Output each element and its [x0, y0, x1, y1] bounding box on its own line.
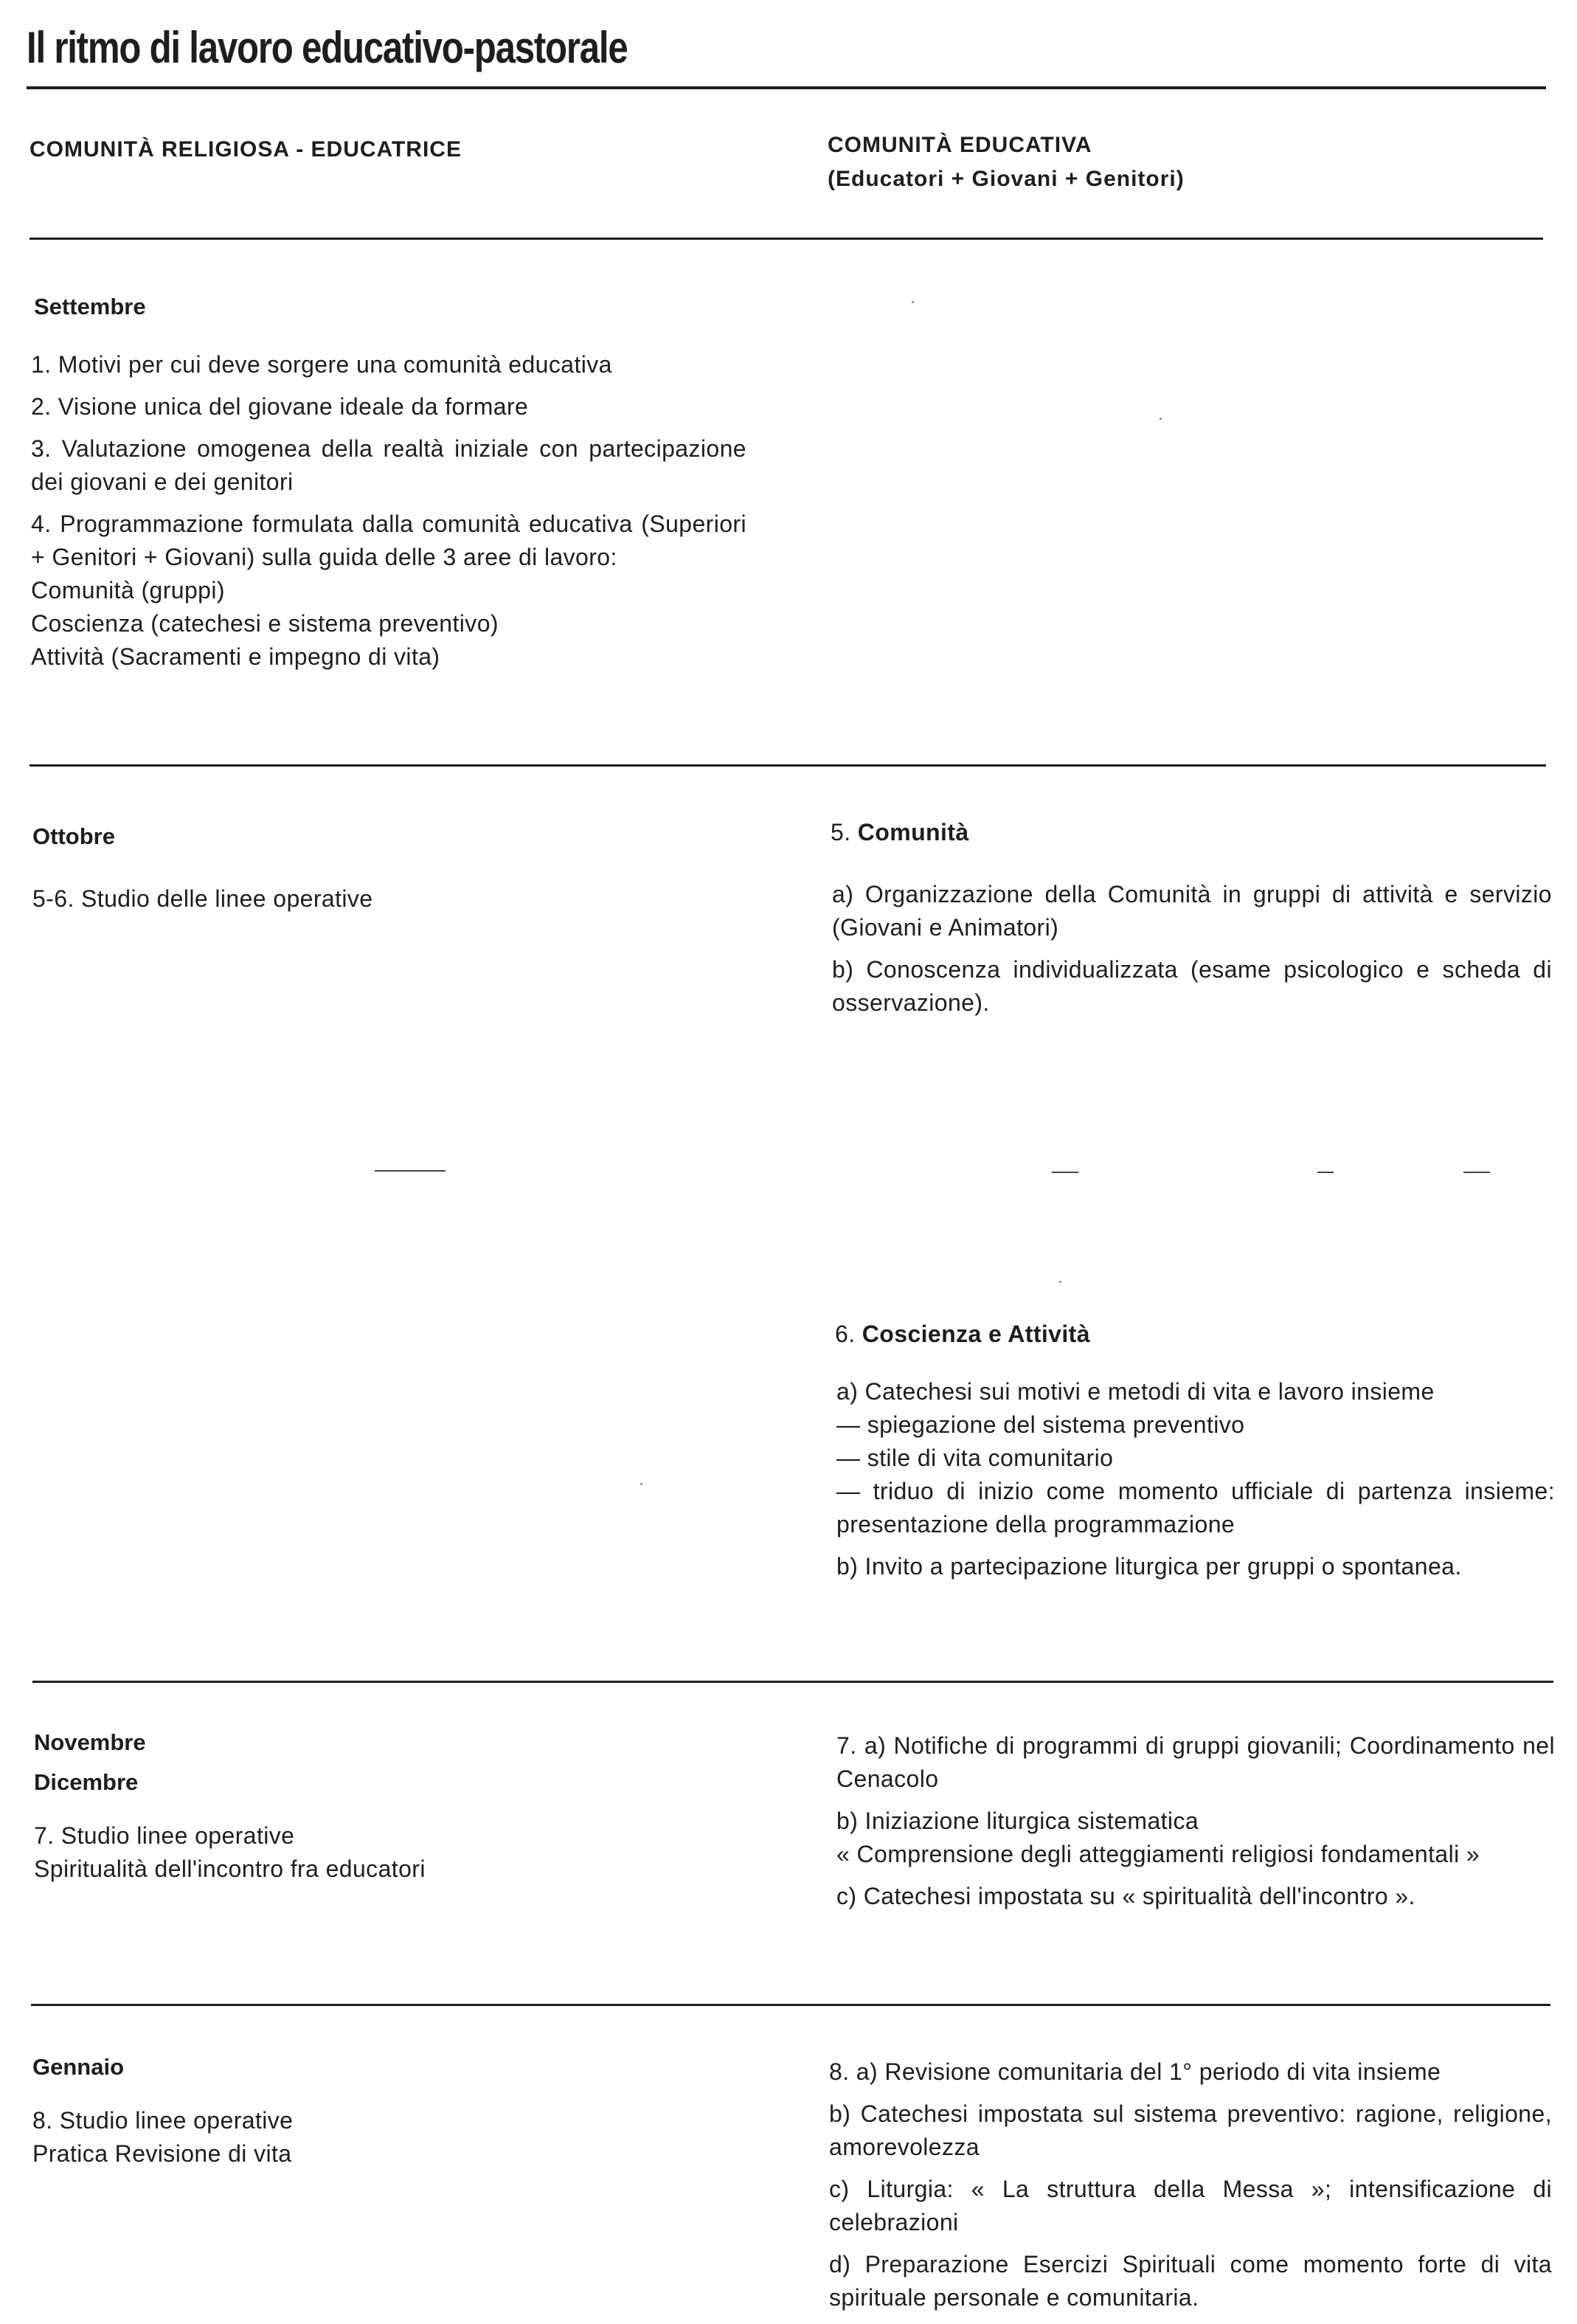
- page-title: Il ritmo di lavoro educativo-pastorale: [27, 23, 628, 72]
- month-dicembre: Dicembre: [34, 1769, 139, 1795]
- novembre-left-line-2: Spiritualità dell'incontro fra educatori: [34, 1856, 426, 1882]
- left-column-heading: COMUNITÀ RELIGIOSA - EDUCATRICE: [30, 137, 462, 162]
- section-6-number: 6.: [835, 1321, 856, 1347]
- ottobre-section-5-heading: [831, 816, 969, 849]
- gennaio-left-line-2: Pratica Revisione di vita: [32, 2140, 292, 2167]
- scan-speck: [912, 301, 914, 303]
- section-rule-1: [30, 238, 1543, 240]
- scan-mark: [1463, 1172, 1490, 1173]
- novembre-left-line-1: 7. Studio linee operative: [34, 1822, 295, 1849]
- settembre-item-3: 3. Valutazione omogenea della realtà iniziale con partecipazione dei giovani e dei genitori: [31, 435, 746, 495]
- section-6-item-b: b) Invito a partecipazione liturgica per gruppi o spontanea.: [836, 1553, 1462, 1580]
- section-6-item-a-2: — stile di vita comunitario: [836, 1445, 1114, 1471]
- section-5-item-a: a) Organizzazione della Comunità in gruppi di attività e servizio (Giovani e Animatori): [832, 881, 1552, 941]
- gennaio-left-text: [32, 2104, 696, 2171]
- novembre-item-a: 7. a) Notifiche di programmi di gruppi giovanili; Coordinamento nel Cenacolo: [836, 1732, 1555, 1792]
- gennaio-item-c: c) Liturgia: « La struttura della Messa »; intensificazione di celebrazioni: [829, 2176, 1552, 2235]
- right-column-subheading: (Educatori + Giovani + Genitori): [828, 167, 1185, 191]
- settembre-list: [31, 348, 746, 674]
- month-settembre: Settembre: [34, 294, 146, 319]
- gennaio-right-text: [829, 2055, 1552, 2314]
- section-5-title: Comunità: [857, 819, 969, 845]
- ottobre-left-text: 5-6. Studio delle linee operative: [32, 885, 373, 912]
- scan-mark: [375, 1170, 446, 1172]
- gennaio-item-a: 8. a) Revisione comunitaria del 1° periodo di vita insieme: [829, 2058, 1441, 2085]
- scan-speck: [1160, 418, 1162, 420]
- scan-mark: [1317, 1172, 1334, 1173]
- ottobre-section-6-heading: [835, 1318, 1090, 1351]
- section-5-item-b: b) Conoscenza individualizzata (esame psicologico e scheda di osservazione).: [832, 956, 1552, 1016]
- settembre-area-2: Coscienza (catechesi e sistema preventivo): [31, 610, 499, 637]
- novembre-right-text: [836, 1729, 1555, 1913]
- gennaio-left-line-1: 8. Studio linee operative: [32, 2107, 294, 2134]
- gennaio-item-b: b) Catechesi impostata sul sistema preventivo: ragione, religione, amorevolezza: [829, 2100, 1552, 2160]
- ottobre-section-6-body: [836, 1375, 1555, 1583]
- settembre-item-4: 4. Programmazione formulata dalla comunità educativa (Superiori + Genitori + Giovani) sulla guida delle 3 aree di lavoro:: [31, 511, 746, 570]
- section-rule-3: [32, 1681, 1553, 1683]
- title-rule: [27, 86, 1546, 89]
- gennaio-item-d: d) Preparazione Esercizi Spirituali come momento forte di vita spirituale personale e comunitaria.: [829, 2251, 1552, 2311]
- settembre-item-1: 1. Motivi per cui deve sorgere una comunità educativa: [31, 351, 612, 378]
- ottobre-section-5-body: [832, 878, 1552, 1020]
- settembre-area-3: Attività (Sacramenti e impegno di vita): [31, 643, 440, 670]
- section-rule-4: [31, 2004, 1550, 2006]
- section-6-title: Coscienza e Attività: [862, 1321, 1090, 1347]
- month-novembre: Novembre: [34, 1729, 146, 1755]
- novembre-item-b-2: « Comprensione degli atteggiamenti religiosi fondamentali »: [836, 1841, 1480, 1867]
- settembre-item-2: 2. Visione unica del giovane ideale da formare: [31, 393, 529, 420]
- scan-speck: [1059, 1281, 1061, 1283]
- settembre-area-1: Comunità (gruppi): [31, 577, 225, 604]
- right-column-heading: COMUNITÀ EDUCATIVA: [828, 133, 1092, 157]
- novembre-left-text: [34, 1819, 698, 1886]
- section-rule-2: [30, 764, 1546, 767]
- month-gennaio: Gennaio: [32, 2054, 125, 2080]
- scan-speck: [640, 1483, 642, 1485]
- section-6-item-a: a) Catechesi sui motivi e metodi di vita e lavoro insieme: [836, 1378, 1435, 1405]
- novembre-item-c: c) Catechesi impostata su « spiritualità dell'incontro ».: [836, 1883, 1415, 1909]
- section-6-item-a-3: — triduo di inizio come momento ufficiale di partenza insieme: presentazione della programmazione: [836, 1478, 1555, 1538]
- novembre-item-b: b) Iniziazione liturgica sistematica: [836, 1808, 1199, 1834]
- month-ottobre: Ottobre: [32, 823, 115, 849]
- scan-mark: [1052, 1172, 1078, 1173]
- section-5-number: 5.: [831, 819, 851, 845]
- section-6-item-a-1: — spiegazione del sistema preventivo: [836, 1411, 1245, 1438]
